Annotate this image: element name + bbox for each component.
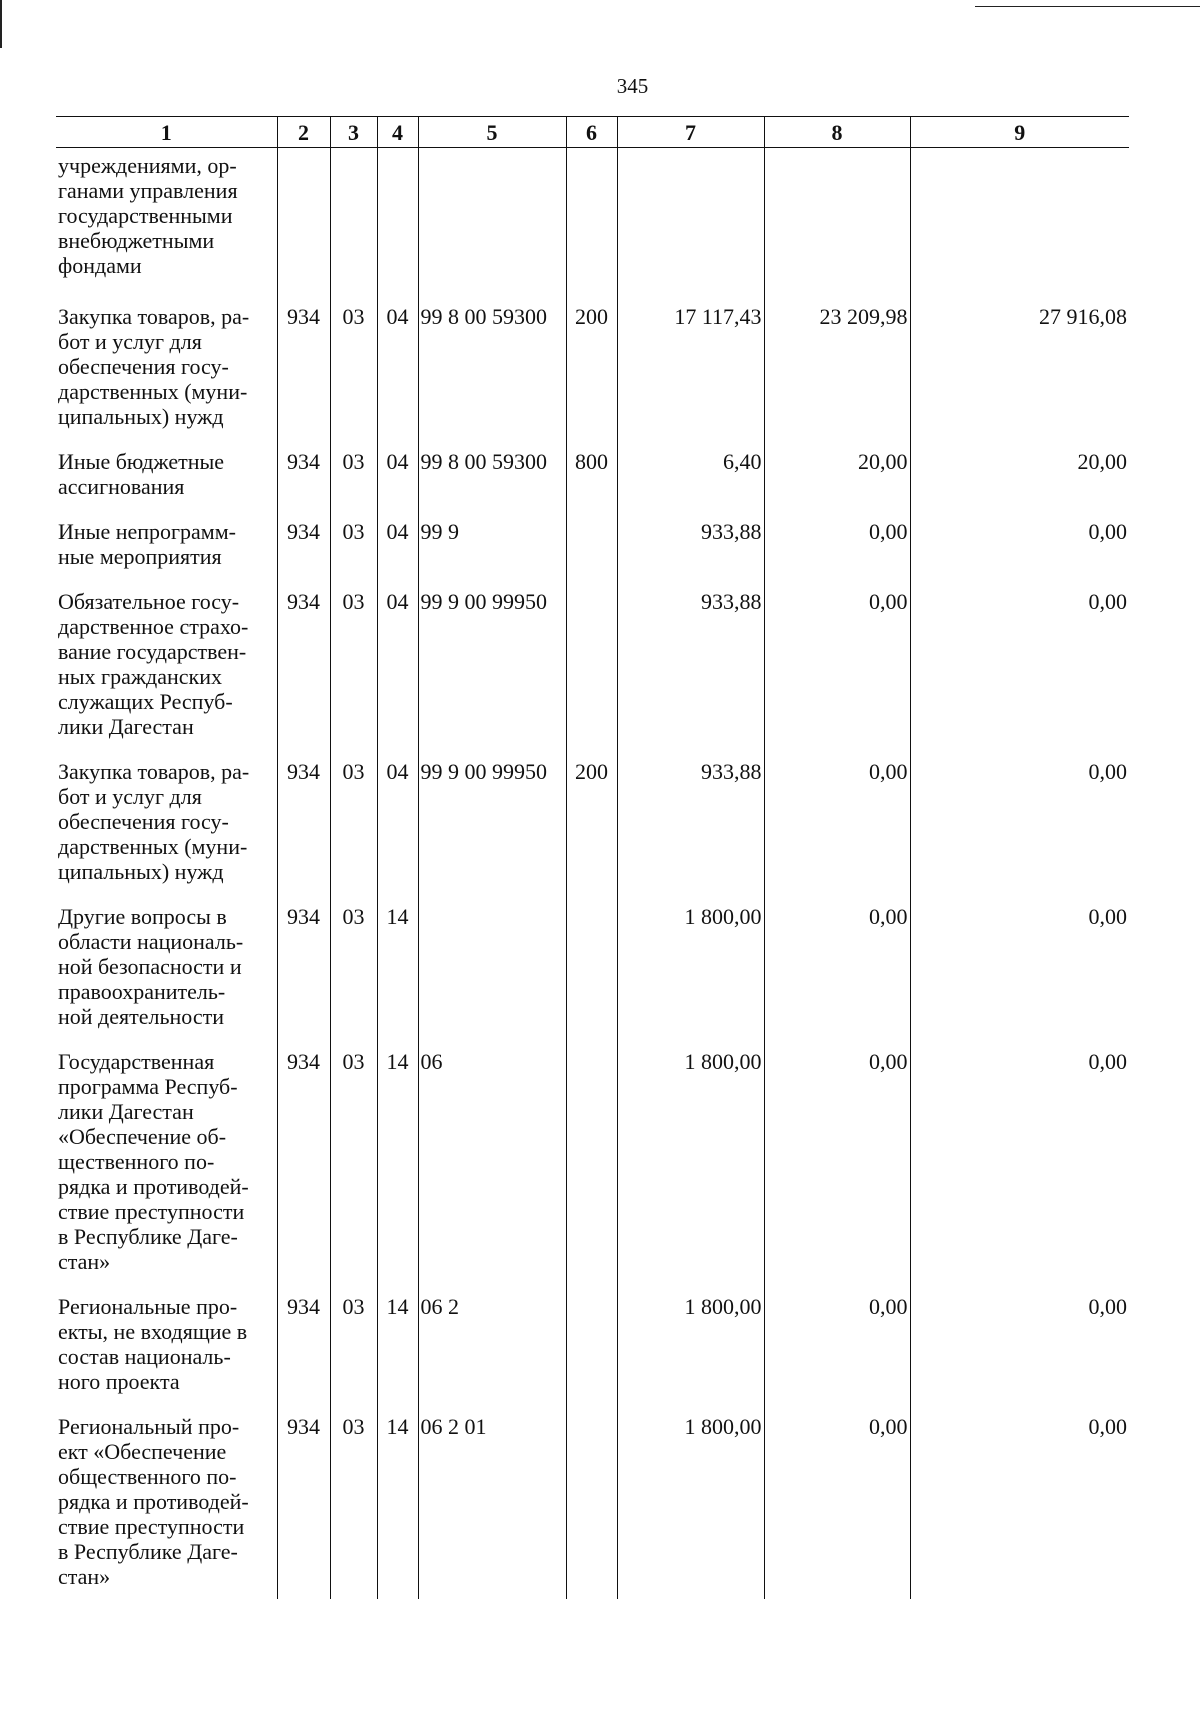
cell-item-name: учреждениями, ор- ганами управления государственными внебюджетными фондами <box>58 153 238 278</box>
cell-amount-col9: 0,00 <box>910 900 1129 1045</box>
cell-ministry: 934 <box>277 755 330 900</box>
column-header-9: 9 <box>910 117 1129 148</box>
cell-subsection: 14 <box>377 1290 418 1410</box>
cell-target-article: 06 2 01 <box>418 1410 566 1599</box>
column-header-8: 8 <box>764 117 910 148</box>
cell-expense-type <box>566 148 617 301</box>
table-row <box>56 1290 1129 1410</box>
cell-section <box>330 148 377 301</box>
cell-amount-col7: 6,40 <box>617 445 764 515</box>
cell-expense-type <box>566 585 617 755</box>
cell-subsection: 14 <box>377 1410 418 1599</box>
cell-section: 03 <box>330 1410 377 1599</box>
cell-amount-col9: 0,00 <box>910 1045 1129 1290</box>
cell-ministry: 934 <box>277 1045 330 1290</box>
cell-target-article: 06 <box>418 1045 566 1290</box>
cell-ministry: 934 <box>277 300 330 445</box>
cell-amount-col7: 933,88 <box>617 515 764 585</box>
cell-section: 03 <box>330 1045 377 1290</box>
table-row <box>56 515 1129 585</box>
cell-amount-col8: 23 209,98 <box>764 300 910 445</box>
cell-expense-type: 200 <box>566 300 617 445</box>
cell-amount-col9: 27 916,08 <box>910 300 1129 445</box>
cell-amount-col7: 1 800,00 <box>617 1290 764 1410</box>
cell-expense-type <box>566 1410 617 1599</box>
column-header-6: 6 <box>566 117 617 148</box>
cell-amount-col7: 933,88 <box>617 585 764 755</box>
cell-ministry: 934 <box>277 585 330 755</box>
column-header-4: 4 <box>377 117 418 148</box>
cell-amount-col9: 20,00 <box>910 445 1129 515</box>
table-row <box>56 300 1129 445</box>
table-row <box>56 1410 1129 1599</box>
cell-expense-type <box>566 1045 617 1290</box>
table-row <box>56 445 1129 515</box>
top-edge-rule <box>975 6 1200 7</box>
cell-item-name: Обязательное госу- дарственное страхо- вание государствен- ных гражданских служащих Респуб- лики Дагестан <box>58 589 249 739</box>
cell-amount-col8: 0,00 <box>764 515 910 585</box>
column-header-5: 5 <box>418 117 566 148</box>
cell-section: 03 <box>330 585 377 755</box>
cell-item-name: Региональный про- ект «Обеспечение общественного по- рядка и противодей- ствие преступности в Республике Даге- стан» <box>58 1414 249 1589</box>
cell-amount-col8: 0,00 <box>764 1290 910 1410</box>
cell-item-name: Другие вопросы в области националь- ной безопасности и правоохранитель- ной деятельности <box>58 904 244 1029</box>
table-row <box>56 585 1129 755</box>
cell-subsection <box>377 148 418 301</box>
cell-expense-type: 200 <box>566 755 617 900</box>
page-number: 345 <box>616 74 649 98</box>
cell-target-article: 99 8 00 59300 <box>418 445 566 515</box>
cell-item-name: Закупка товаров, ра- бот и услуг для обеспечения госу- дарственных (муни- ципальных) нужд <box>58 759 250 884</box>
cell-amount-col9: 0,00 <box>910 585 1129 755</box>
cell-section: 03 <box>330 755 377 900</box>
cell-item-name: Закупка товаров, ра- бот и услуг для обеспечения госу- дарственных (муни- ципальных) нужд <box>58 304 250 429</box>
cell-amount-col7: 1 800,00 <box>617 1045 764 1290</box>
table-row <box>56 900 1129 1045</box>
cell-ministry: 934 <box>277 445 330 515</box>
cell-amount-col9: 0,00 <box>910 1410 1129 1599</box>
cell-amount-col8: 0,00 <box>764 585 910 755</box>
cell-amount-col9: 0,00 <box>910 755 1129 900</box>
cell-subsection: 04 <box>377 515 418 585</box>
budget-table <box>56 116 1129 1599</box>
left-edge-mark <box>0 0 2 48</box>
cell-amount-col9 <box>910 148 1129 301</box>
cell-amount-col7: 17 117,43 <box>617 300 764 445</box>
cell-item-name: Государственная программа Респуб- лики Дагестан «Обеспечение об- щественного по- рядка и противодей- ствие преступности в Республике Даге- стан» <box>58 1049 249 1274</box>
column-header-2: 2 <box>277 117 330 148</box>
cell-expense-type: 800 <box>566 445 617 515</box>
cell-item-name: Иные бюджетные ассигнования <box>58 449 225 499</box>
cell-subsection: 04 <box>377 755 418 900</box>
cell-amount-col7 <box>617 148 764 301</box>
cell-ministry <box>277 148 330 301</box>
column-header-1: 1 <box>56 117 277 148</box>
cell-amount-col7: 1 800,00 <box>617 900 764 1045</box>
cell-amount-col8 <box>764 148 910 301</box>
cell-ministry: 934 <box>277 515 330 585</box>
cell-item-name: Иные непрограмм- ные мероприятия <box>58 519 236 569</box>
cell-amount-col9: 0,00 <box>910 515 1129 585</box>
cell-item-name: Региональные про- екты, не входящие в состав националь- ного проекта <box>58 1294 248 1394</box>
cell-amount-col8: 0,00 <box>764 1045 910 1290</box>
cell-amount-col9: 0,00 <box>910 1290 1129 1410</box>
cell-amount-col8: 0,00 <box>764 900 910 1045</box>
cell-target-article: 06 2 <box>418 1290 566 1410</box>
cell-section: 03 <box>330 1290 377 1410</box>
cell-section: 03 <box>330 445 377 515</box>
cell-section: 03 <box>330 300 377 445</box>
cell-expense-type <box>566 1290 617 1410</box>
cell-subsection: 14 <box>377 1045 418 1290</box>
column-header-7: 7 <box>617 117 764 148</box>
cell-target-article: 99 9 <box>418 515 566 585</box>
cell-target-article <box>418 148 566 301</box>
header-row <box>56 117 1129 148</box>
cell-target-article: 99 9 00 99950 <box>418 585 566 755</box>
table-body <box>56 148 1129 1600</box>
table-row <box>56 1045 1129 1290</box>
column-header-3: 3 <box>330 117 377 148</box>
cell-amount-col7: 933,88 <box>617 755 764 900</box>
cell-section: 03 <box>330 515 377 585</box>
cell-subsection: 04 <box>377 585 418 755</box>
cell-subsection: 14 <box>377 900 418 1045</box>
cell-subsection: 04 <box>377 300 418 445</box>
cell-target-article: 99 9 00 99950 <box>418 755 566 900</box>
cell-ministry: 934 <box>277 900 330 1045</box>
cell-target-article <box>418 900 566 1045</box>
cell-amount-col8: 20,00 <box>764 445 910 515</box>
table-row <box>56 148 1129 301</box>
cell-target-article: 99 8 00 59300 <box>418 300 566 445</box>
cell-expense-type <box>566 515 617 585</box>
cell-amount-col8: 0,00 <box>764 755 910 900</box>
cell-ministry: 934 <box>277 1290 330 1410</box>
cell-ministry: 934 <box>277 1410 330 1599</box>
cell-section: 03 <box>330 900 377 1045</box>
cell-amount-col8: 0,00 <box>764 1410 910 1599</box>
table-row <box>56 755 1129 900</box>
cell-subsection: 04 <box>377 445 418 515</box>
cell-expense-type <box>566 900 617 1045</box>
cell-amount-col7: 1 800,00 <box>617 1410 764 1599</box>
